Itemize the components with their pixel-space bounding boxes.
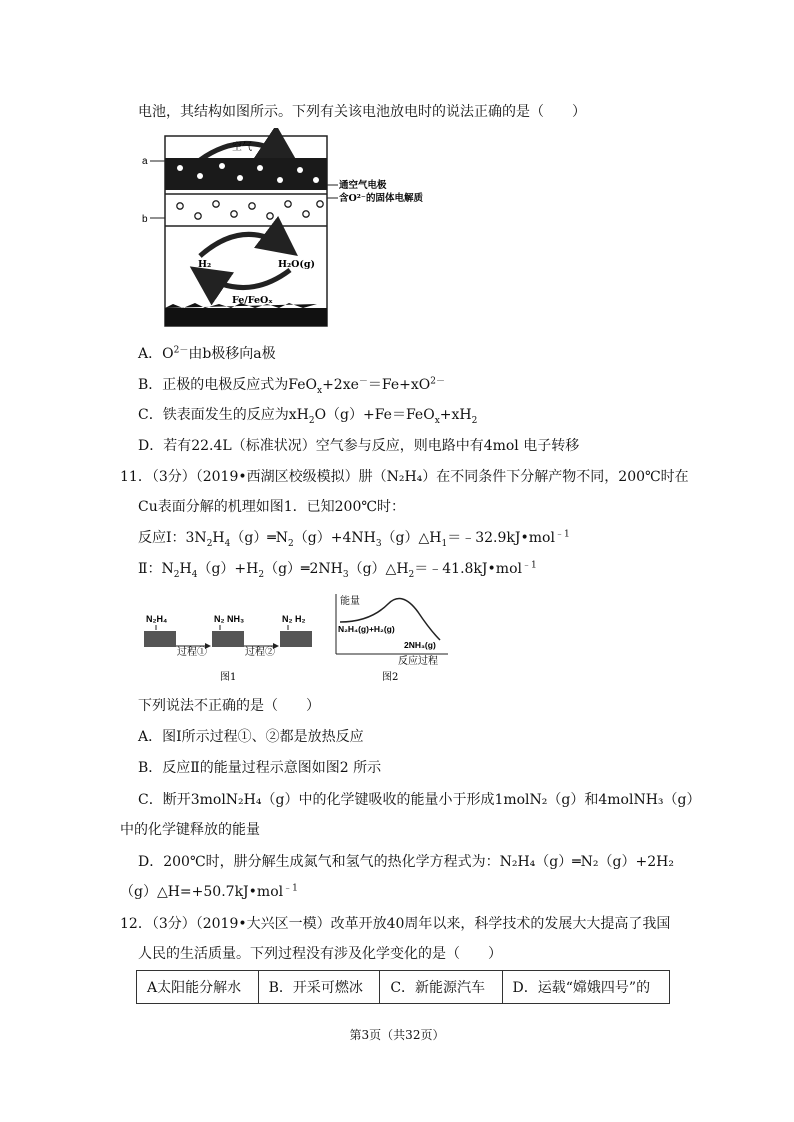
fig1-species-1: N₂H₄ xyxy=(146,614,168,624)
q11-ask: 下列说法不正确的是（ ） xyxy=(138,698,320,714)
fig2-caption: 图2 xyxy=(382,672,399,683)
process-1-label: 过程① xyxy=(177,647,207,658)
fig2-y-label: 能量 xyxy=(340,596,360,607)
q10-option-c: C．铁表面发生的反应为$xH_2O(g)+Fe=FeO_x+xH_2$ xyxy=(138,407,478,426)
q11-option-d-line1: D．200℃时，肼分解生成氮气和氢气的热化学方程式为：N₂H₄（g）═N₂（g）+2H₂ xyxy=(138,854,674,870)
q12-options-table xyxy=(136,970,670,1004)
q11-line1: 11．（3分）（2019•西湖区校级模拟）肼（N₂H₄）在不同条件下分解产物不同，200℃时在 xyxy=(120,469,689,485)
fig1-species-3: N₂ H₂ xyxy=(282,614,306,624)
q11-option-b: B．反应Ⅱ的能量过程示意图如图2 所示 xyxy=(138,760,382,776)
electrode-label: 通空气电极 xyxy=(339,180,387,191)
mechanism-figure-1 xyxy=(140,600,325,685)
fe-label: Fe/FeOₓ xyxy=(232,295,273,306)
q12-cell-a: A太阳能分解水 xyxy=(137,971,259,1004)
q10-option-a: A．$O^{2-}$由b极移向a极 xyxy=(138,345,276,362)
air-label: 空气 xyxy=(232,142,252,153)
q11-option-c-line1: C．断开3molN₂H₄（g）中的化学键吸收的能量小于形成1molN₂（g）和4molNH₃（g） xyxy=(138,792,701,808)
fig1-species-2: N₂ NH₃ xyxy=(214,614,245,624)
q12-cell-b: B．开采可燃冰 xyxy=(258,971,380,1004)
label-b: b xyxy=(142,214,148,225)
q11-reaction-2: Ⅱ：$N_2H_4(g)+H_2(g)═2NH_3(g)\triangle H_2=﹣41.8kJ•mol^{﹣1}$ xyxy=(138,560,537,580)
h2-label: H₂ xyxy=(198,259,212,270)
fig2-product-label: 2NH₃(g) xyxy=(404,640,436,650)
electrolyte-label: 含O²⁻的固体电解质 xyxy=(339,193,423,204)
q11-option-c-line2: 中的化学键释放的能量 xyxy=(120,822,260,838)
fig1-caption: 图1 xyxy=(220,672,237,683)
h2o-label: H₂O(g) xyxy=(278,259,316,270)
energy-diagram-figure-2 xyxy=(330,590,460,685)
page-footer: 第3页（共32页） xyxy=(349,1028,445,1042)
fig2-reactant-label: N₂H₄(g)+H₂(g) xyxy=(338,624,395,634)
q12-line1: 12．（3分）（2019•大兴区一模）改革开放40周年以来，科学技术的发展大大提高了我国 xyxy=(120,916,671,932)
q10-intro: 电池，其结构如图所示。下列有关该电池放电时的说法正确的是（ ） xyxy=(138,104,586,120)
q10-option-b: B．正极的电极反应式为$FeO_x+2xe^-=Fe+xO^{2-}$ xyxy=(138,376,445,396)
battery-diagram xyxy=(140,128,450,333)
fig2-x-label: 反应过程 xyxy=(398,656,438,667)
process-2-label: 过程② xyxy=(245,647,275,658)
q12-line2: 人民的生活质量。下列过程没有涉及化学变化的是（ ） xyxy=(138,946,502,962)
q12-cell-d: D．运载“嫦娥四号”的 xyxy=(502,971,669,1004)
q11-line2: Cu表面分解的机理如图1．已知200℃时： xyxy=(138,499,406,515)
q11-reaction-1: 反应Ⅰ：$3N_2H_4(g)═N_2(g)+4NH_3(g)\triangle H_1=﹣32.9kJ•mol^{﹣1}$ xyxy=(138,529,570,549)
label-a: a xyxy=(142,156,148,167)
q12-cell-c: C．新能源汽车 xyxy=(380,971,502,1004)
q11-option-d-line2: （g）△H=+50.7kJ•mol$^{﹣1}$ xyxy=(120,883,298,900)
q10-option-d: D．若有22.4L（标准状况）空气参与反应，则电路中有4mol 电子转移 xyxy=(138,438,580,454)
q11-option-a: A．图Ⅰ所示过程①、②都是放热反应 xyxy=(138,729,364,745)
